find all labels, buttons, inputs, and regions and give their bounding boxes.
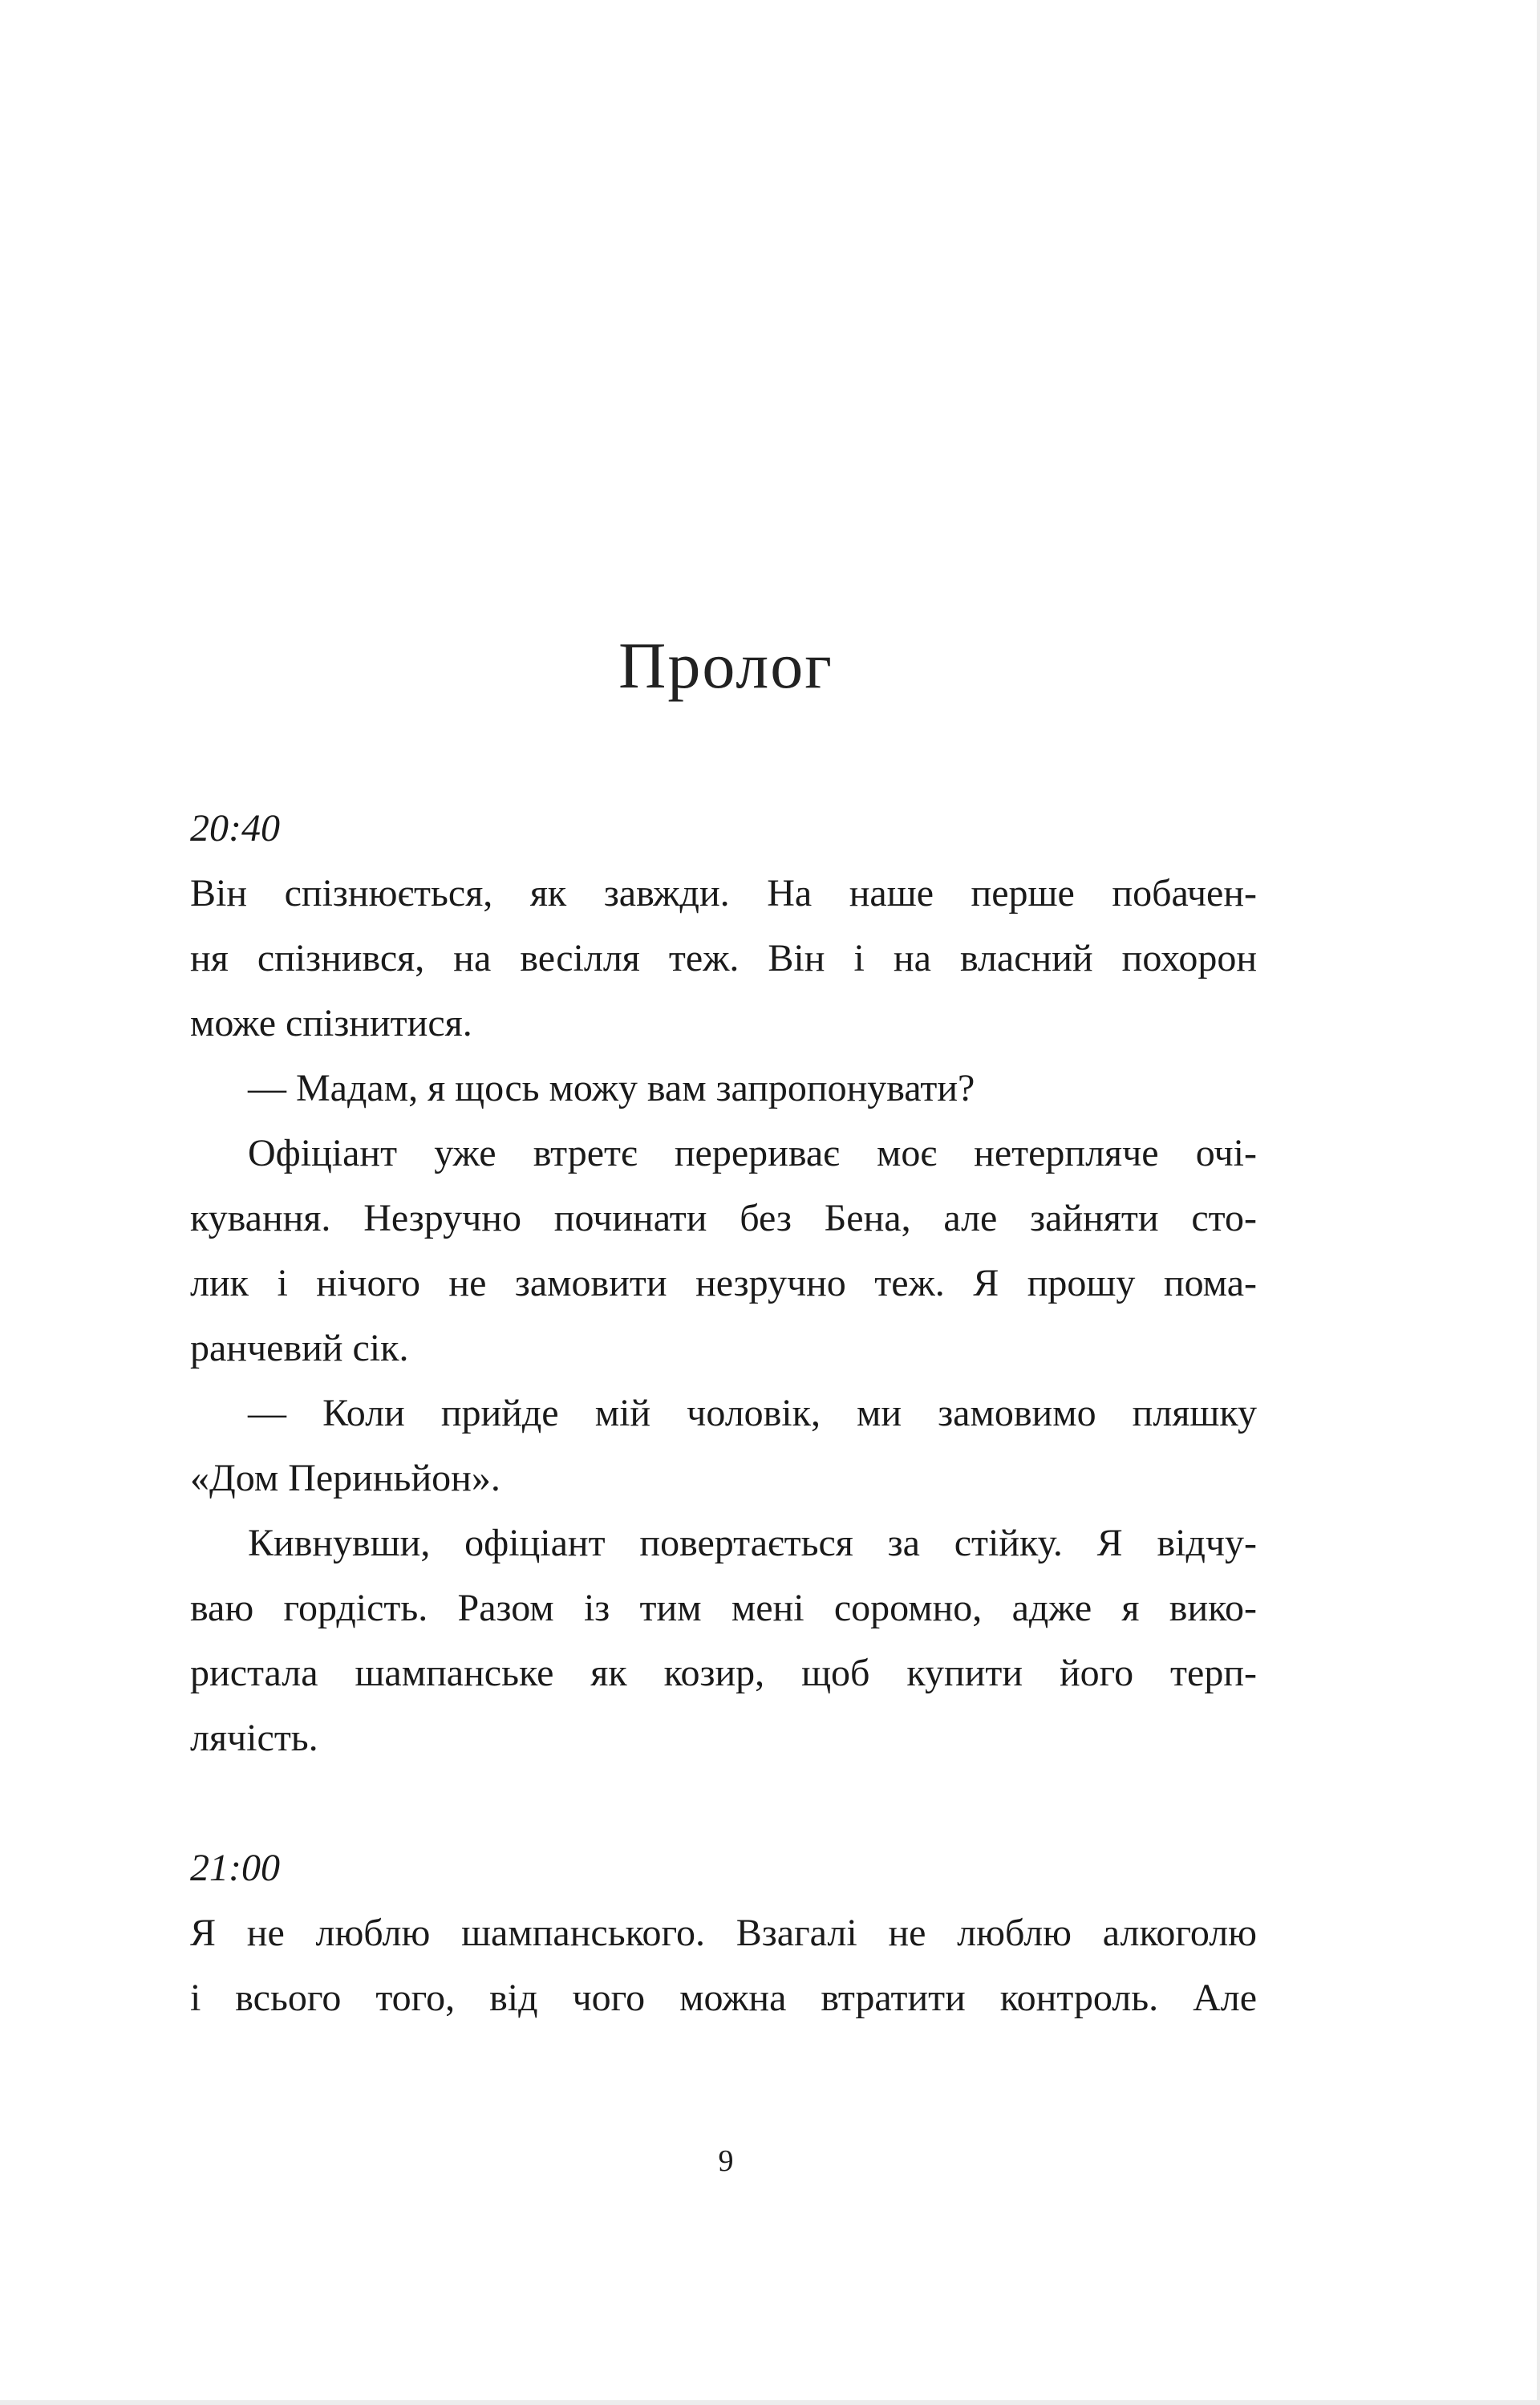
text-line: Офіціант уже втретє перериває моє нетерпляче очі- bbox=[248, 1132, 1257, 1174]
text-line: — Мадам, я щось можу вам запропонувати? bbox=[248, 1067, 975, 1109]
text-line: і всього того, від чого можна втратити контроль. Але bbox=[190, 1977, 1257, 2019]
page-number: 9 bbox=[718, 2144, 734, 2178]
page-edge-bottom bbox=[0, 2400, 1540, 2405]
text-line: «Дом Периньйон». bbox=[190, 1457, 500, 1499]
text-line: лячість. bbox=[190, 1717, 318, 1759]
section-gap bbox=[190, 1770, 1257, 1835]
body-text bbox=[190, 796, 1257, 2030]
text-line: кування. Незручно починати без Бена, але зайняти сто- bbox=[190, 1197, 1257, 1239]
text-line: Кивнувши, офіціант повертається за стійку. Я відчу- bbox=[248, 1522, 1257, 1564]
text-line: ваю гордість. Разом із тим мені соромно, адже я вико- bbox=[190, 1587, 1257, 1629]
section-time: 20:40 bbox=[190, 807, 280, 850]
text-line: Я не люблю шампанського. Взагалі не люблю алкоголю bbox=[190, 1912, 1257, 1954]
text-line: ня спізнився, на весілля теж. Він і на власний похорон bbox=[190, 937, 1257, 979]
page-edge-right bbox=[1537, 0, 1540, 2405]
text-line: — Коли прийде мій чоловік, ми замовимо пляшку bbox=[248, 1392, 1257, 1434]
text-line: Він спізнюється, як завжди. На наше перше побачен- bbox=[190, 872, 1257, 915]
chapter-title: Пролог bbox=[618, 628, 833, 702]
text-line: ранчевий сік. bbox=[190, 1327, 409, 1369]
text-line: лик і нічого не замовити незручно теж. Я прошу пома- bbox=[190, 1262, 1257, 1304]
text-line: може спізнитися. bbox=[190, 1002, 472, 1044]
section-time: 21:00 bbox=[190, 1847, 280, 1889]
text-line: ристала шампанське як козир, щоб купити його терп- bbox=[190, 1652, 1257, 1694]
